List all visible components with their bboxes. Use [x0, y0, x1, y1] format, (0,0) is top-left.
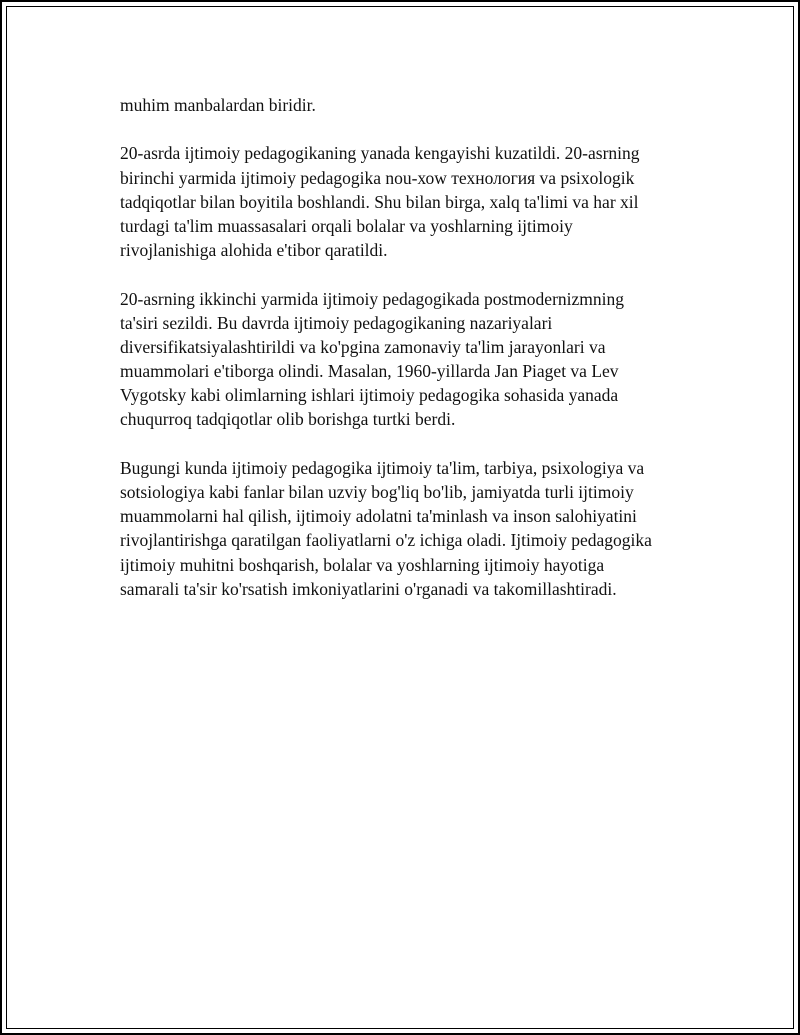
paragraph-spacer	[120, 432, 700, 456]
paragraph-3	[120, 287, 700, 432]
text-line: ta'siri sezildi. Bu davrda ijtimoiy pedagogikaning nazariyalari	[120, 312, 553, 333]
text-line: turdagi ta'lim muassasalari orqali bolalar va yoshlarning ijtimoiy	[120, 215, 573, 236]
text-line: Vygotsky kabi olimlarning ishlari ijtimoiy pedagogika sohasida yanada	[120, 385, 619, 406]
text-line: 20-asrning ikkinchi yarmida ijtimoiy pedagogikada postmodernizmning	[120, 288, 624, 309]
paragraph-4	[120, 456, 700, 601]
paragraph-2	[120, 141, 700, 262]
text-line: rivojlanishiga alohida e'tibor qaratildi.	[120, 240, 388, 261]
paragraph-1	[120, 93, 700, 117]
text-line: samarali ta'sir ko'rsatish imkoniyatlarini o'rganadi va takomillashtiradi.	[120, 578, 617, 599]
text-line: sotsiologiya kabi fanlar bilan uzviy bog'liq bo'lib, jamiyatda turli ijtimoiy	[120, 482, 634, 502]
text-line: chuqurroq tadqiqotlar olib borishga turtki berdi.	[120, 409, 456, 430]
text-line: ijtimoiy muhitni boshqarish, bolalar va yoshlarning ijtimoiy hayotiga	[120, 554, 605, 575]
text-line: tadqiqotlar bilan boyitila boshlandi. Shu bilan birga, xalq ta'limi va har xil	[120, 191, 639, 212]
text-line: Bugungi kunda ijtimoiy pedagogika ijtimoiy ta'lim, tarbiya, psixologiya va	[120, 457, 645, 478]
text-line: muammolari e'tiborga olindi. Masalan, 1960-yillarda Jan Piaget va Lev	[120, 361, 619, 382]
text-line: birinchi yarmida ijtimoiy pedagogika nou-хоw технология va psixologik	[120, 167, 635, 188]
document-body	[120, 93, 700, 601]
text-line: 20-asrda ijtimoiy pedagogikaning yanada kengayishi kuzatildi. 20-asrning	[120, 143, 640, 164]
paragraph-spacer	[120, 117, 700, 141]
text-line: diversifikatsiyalashtirildi va ko'pgina zamonaviy ta'lim jarayonlari va	[120, 336, 606, 357]
text-line: rivojlantirishga qaratilgan faoliyatlarni o'z ichiga oladi. Ijtimoiy pedagogika	[120, 530, 652, 551]
text-line: muammolarni hal qilish, ijtimoiy adolatni ta'minlash va inson salohiyatini	[120, 506, 637, 527]
text-line: muhim manbalardan biridir.	[120, 95, 316, 115]
paragraph-spacer	[120, 262, 700, 286]
